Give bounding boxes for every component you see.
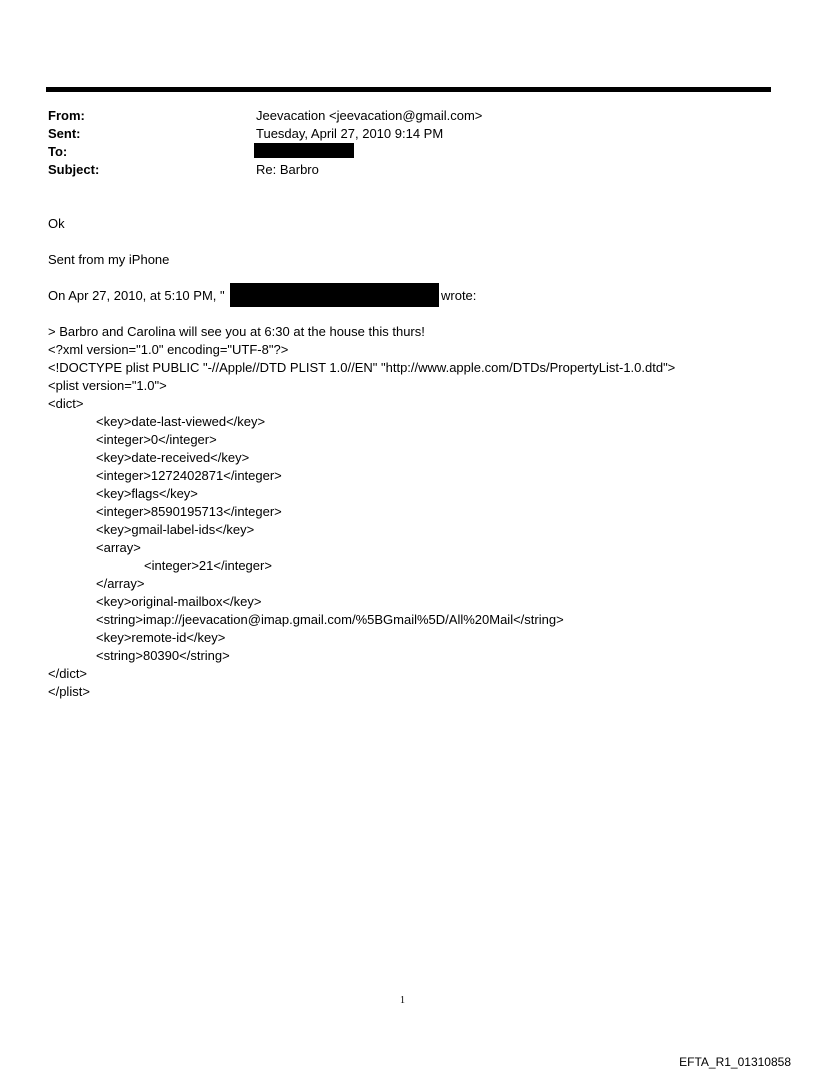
plist-line: <key>gmail-label-ids</key>	[96, 522, 255, 537]
plist-line: <integer>21</integer>	[144, 558, 272, 573]
plist-line: <key>flags</key>	[96, 486, 198, 501]
plist-line: <key>date-received</key>	[96, 450, 250, 465]
quoted-line: > Barbro and Carolina will see you at 6:30 at the house this thurs!	[48, 324, 425, 339]
to-redaction	[254, 143, 354, 158]
plist-close: </plist>	[48, 684, 90, 699]
plist-line: <integer>8590195713</integer>	[96, 504, 282, 519]
subject-value: Re: Barbro	[256, 162, 319, 177]
plist-line: <key>date-last-viewed</key>	[96, 414, 266, 429]
quote-intro-suffix: wrote:	[441, 288, 477, 303]
sent-label: Sent:	[48, 126, 81, 141]
plist-line: </array>	[96, 576, 145, 591]
quote-intro-prefix: On Apr 27, 2010, at 5:10 PM, "	[48, 288, 225, 303]
xml-declaration: <?xml version="1.0" encoding="UTF-8"?>	[48, 342, 289, 357]
reply-text: Ok	[48, 216, 65, 231]
bates-number: EFTA_R1_01310858	[679, 1055, 791, 1069]
header-rule	[46, 87, 771, 92]
to-label: To:	[48, 144, 68, 159]
subject-label: Subject:	[48, 162, 100, 177]
dict-open: <dict>	[48, 396, 84, 411]
from-label: From:	[48, 108, 85, 123]
plist-line: <key>original-mailbox</key>	[96, 594, 262, 609]
sender-redaction	[230, 283, 439, 307]
plist-line: <integer>1272402871</integer>	[96, 468, 282, 483]
plist-line: <integer>0</integer>	[96, 432, 217, 447]
signature-text: Sent from my iPhone	[48, 252, 170, 267]
plist-open: <plist version="1.0">	[48, 378, 167, 393]
plist-line: <string>imap://jeevacation@imap.gmail.com/%5BGmail%5D/All%20Mail</string>	[96, 612, 564, 627]
dict-close: </dict>	[48, 666, 88, 681]
plist-line: <key>remote-id</key>	[96, 630, 226, 645]
plist-line: <string>80390</string>	[96, 648, 230, 663]
from-value: Jeevacation <jeevacation@gmail.com>	[256, 108, 483, 123]
plist-line: <array>	[96, 540, 141, 555]
doctype-line: <!DOCTYPE plist PUBLIC "-//Apple//DTD PLIST 1.0//EN" "http://www.apple.com/DTDs/PropertyList-1.0.dtd">	[48, 360, 676, 375]
page-number: 1	[400, 995, 405, 1006]
sent-value: Tuesday, April 27, 2010 9:14 PM	[256, 126, 444, 141]
